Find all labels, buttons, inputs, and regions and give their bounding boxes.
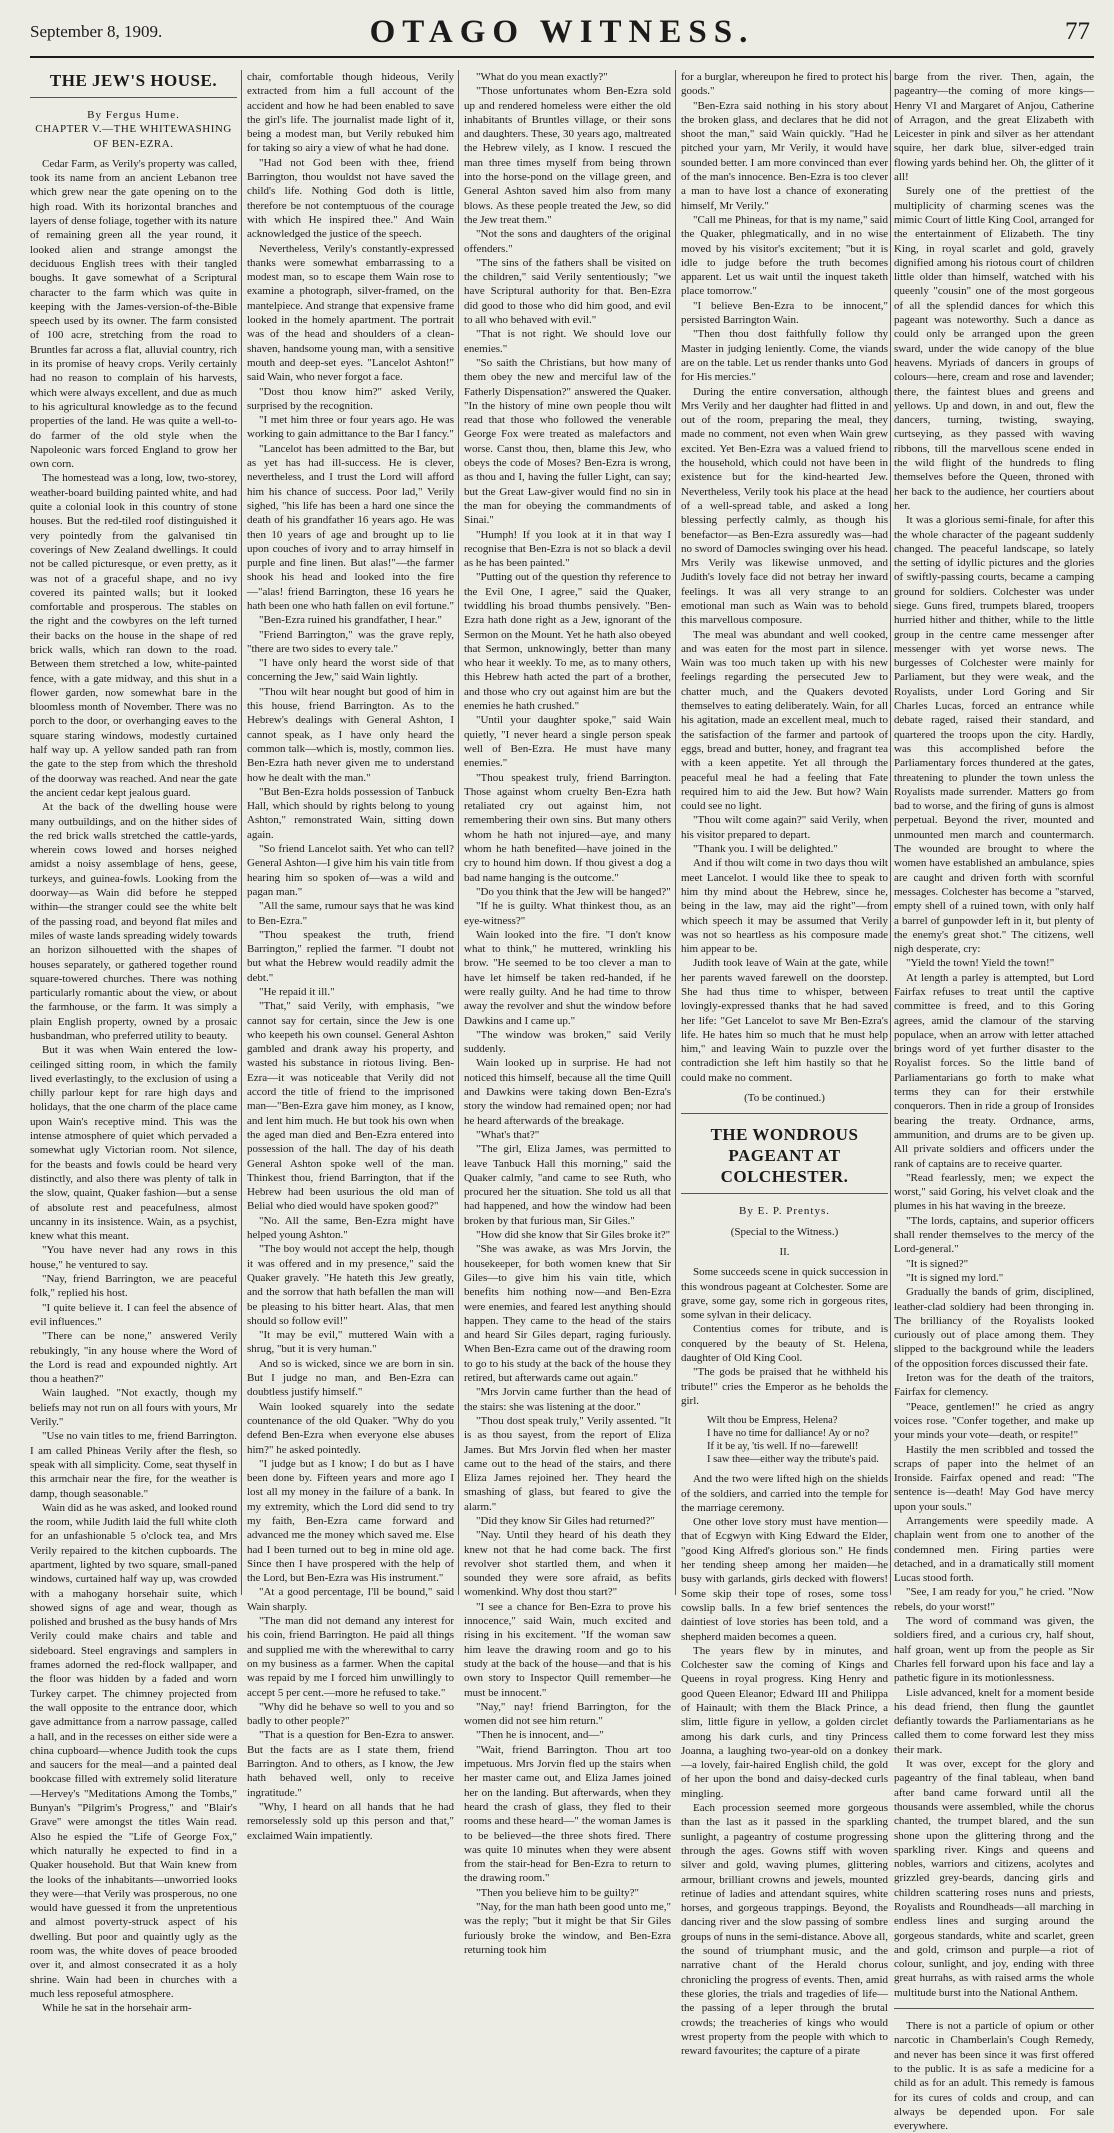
paragraph: "Nay, friend Barrington, we are peaceful folk," replied his host. xyxy=(30,1273,237,1300)
paragraph: chair, comfortable though hideous, Verily extracted from him a full account of the accident and how he had been enabled to save the girl's life. The journalist made light of it, being a modest man, but Verily rebuked him for taking so airy a view of what he had done. xyxy=(247,71,454,155)
paragraph: "That is not right. We should love our enemies." xyxy=(464,328,671,355)
paragraph: "Those unfortunates whom Ben-Ezra sold up and rendered homeless were either the old inhabitants of Bruntles village, or their sons and daughters. These, 30 years ago, maltreated the Hebrew vilely, as I know. I rescued the man three times myself from being thrown into the horse-pond on the village green, and General Ashton saved him also from many blows. As these people treated the Jew, so did the Jew treat them." xyxy=(464,85,671,226)
paragraph: And if thou wilt come in two days thou wilt meet Lancelot. I would like thee to speak to him thy mind about the Hebrew, since he, being in the law, may aid the right"—from which speech it may be assumed that Verily was not so heartless as his composure made him appear to be. xyxy=(681,857,888,956)
paragraph: "The man did not demand any interest for his coin, friend Barrington. He paid all things and supplied me with the wherewithal to carry on my business as a farmer. When the capital was repaid by me I forced him unwillingly to accept 5 per cent.—more he refused to take." xyxy=(247,1615,454,1699)
paragraph: The years flew by in minutes, and Colchester saw the coming of Kings and Queens in royal progress. King Henry and good Queen Eleanor; Edward III and Philippa of Hainault; with them the Black Prince, a slim, little figure in yellow, a golden circlet among his dark curls, and tiny Princess Joanna, a laughing two-year-old on a donkey—a lovely, fair-haired English child, the gold of her upon the bond and daisy-decked curls mingling. xyxy=(681,1644,888,1800)
paragraph: "Putting out of the question thy reference to the Evil One, I agree," said the Quaker, twiddling his broad thumbs pensively. "Ben-Ezra hath done right as a Jew, ignorant of the Sermon on the Mount. Yet he hath also obeyed that Sermon, unknowingly, better than many who hear it weekly. To me, as to many others, this Hebrew hath acted the part of a brother, and those who cry out against him are but the enemies he hath crushed." xyxy=(464,571,671,713)
special-note: (Special to the Witness.) xyxy=(730,1225,839,1238)
paragraph: "Peace, gentlemen!" he cried as angry voices rose. "Confer together, and make up your minds your vote—death, or respite!" xyxy=(894,1400,1094,1442)
paragraph: "How did she know that Sir Giles broke it?" xyxy=(476,1229,671,1242)
paragraph: "All the same, rumour says that he was kind to Ben-Ezra." xyxy=(247,900,454,927)
paragraph: "At a good percentage, I'll be bound," said Wain sharply. xyxy=(247,1586,454,1613)
paragraph: "Mrs Jorvin came further than the head of the stairs: she was listening at the door." xyxy=(464,1386,671,1413)
issue-date: September 8, 1909. xyxy=(30,22,163,41)
paragraph: "Wait, friend Barrington. Thou art too impetuous. Mrs Jorvin fled up the stairs when her master came out, and Eliza James joined her on the landing. But afterwards, when they heard the crash of glass, they fled to their rooms and these heard—" the woman James is to be believed—the three shots fired. There was quite 10 minutes when they were absent from the stair-head for Ben-Ezra to return to the drawing room." xyxy=(464,1743,671,1885)
paragraph: "Thou wilt hear nought but good of him in this house, friend Barrington. As to the Hebrew's dealings with General Ashton, I cannot speak, as I have only heard the common talk—which is, mostly, common lies. Ben-Ezra hath never given me to understand how he dealt with the man." xyxy=(247,685,454,784)
paragraph: "Did they know Sir Giles had returned?" xyxy=(476,1514,655,1527)
paragraph: "Why did he behave so well to you and so badly to other people?" xyxy=(247,1700,454,1728)
column-2 xyxy=(247,70,455,1842)
paragraph: "Ben-Ezra said nothing in his story about the broken glass, and declares that he did not shoot the man," said Wain quickly. "Had he pitched your yarn, Mr Verily, it would have sounded better. I am more convinced than ever of the man's innocence. Ben-Ezra is too clever a man to have lost a chance of exonerating himself, Mr Verily." xyxy=(681,99,888,212)
paragraph: At length a parley is attempted, but Lord Fairfax refuses to treat until the captive committee is freed, and to this Goring agrees, amid the clamour of the starving populace, when an arrow with letter attached brings word of yet further disaster to the Royalist forces. So the little band of Parliamentarians go forth to make what terms they can for their erstwhile conquerors. Then in ride a group of Ironsides bearing the treaty. Ordnance, arms, ammunition, and drums are to be given up. All private soldiers and officers under the rank of captains are to receive quarter. xyxy=(894,971,1094,1170)
paragraph: Gradually the bands of grim, disciplined, leather-clad soldiery had been thronging in. The brilliancy of the Royalists looked curiously out of place among them. They slipped to the background while the leaders of the opposition forces discussed their fate. xyxy=(894,1286,1094,1370)
paragraph: "I have only heard the worst side of that concerning the Jew," said Wain lightly. xyxy=(247,657,454,684)
paragraph: It was a glorious semi-finale, for after this the whole character of the pageant suddenly changed. The peaceful landscape, so lately the setting of idyllic pictures and the glories of swiftly-passing courts, became a camping ground for soldiers. Colchester was under siege. Guns fired, trumpets blared, troopers hurried hither and thither, while to the little group in the centre came messenger after messenger with yet worse news. The burgesses of Colchester were mainly for Parliament, but they were weak, and the Royalists, under Lord Goring and Sir Charles Lucas, forced an entrance while debate raged, raised their standard, and quartered the troops upon the city. Hardly, was this accomplished before the Parliamentary forces thundered at the gates, threatening to plunder the town unless the Royalists made surrender. Matters go from bad to worse, and the firing of guns is almost perpetual. Beyond the river, mounted and unmounted men march and countermarch. The wounded are brought to where the women have established an ambulance, spies are caught and driven forth with scornful messages. Colchester has become a "starved, empty shell of a ruined town, with only half a barrel of gunpowder left in it, but plenty of the enemy's great shot." The citizens, well nigh desperate, cry: xyxy=(894,514,1094,956)
paragraph: Lisle advanced, knelt for a moment beside his dead friend, then flung the gauntlet defiantly towards the Parliamentarians as he called them to come forward lest they miss their mark. xyxy=(894,1686,1094,1756)
paragraph: "I see a chance for Ben-Ezra to prove his innocence," said Wain, much excited and rising in his excitement. "If the woman saw him leave the drawing room and go to his study at the back of the house—and that is his own story to Inspector Quill remember—he must be innocent." xyxy=(464,1600,671,1699)
paragraph: "Then he is innocent, and—" xyxy=(476,1729,604,1742)
paragraph: "Lancelot has been admitted to the Bar, but as yet has had ill-success. He is clever, nevertheless, and I trust the Lord will afford him his chance of success. Poor lad," Verily sighed, "his life has been a hard one since the death of his grandfather 16 years ago. He was then 10 years of age and brought up to lie upon couches of ivory and to array himself in purple and fine linen. But alas!"—the farmer shook his head and looked into the fire—"alas! friend Barrington, these 16 years he hath been one who hath fallen on evil fortune." xyxy=(247,442,455,612)
paragraph: But it was when Wain entered the low-ceilinged sitting room, in which the family lived everlastingly, to the exclusion of using a chilly parlour kept for rare high days and holidays, that the one charm of the place came upon Wain's receptive mind. This was the intense atmosphere of quiet which pervaded a somewhat ugly Victorian room. Not silence, for the beasts and fowls could be heard very distinctly, and also there was plenty of talk in the slow, quaint, Quaker fashion—but a sense of absolute rest and peacefulness, almost uncanny in its insistence. Wain, as a psychist, knew what this meant. xyxy=(30,1044,237,1243)
paragraph: Wain looked up in surprise. He had not noticed this himself, because all the time Quill and Dawkins were taking down Ben-Ezra's story the window had remained open; nor had he heard afterwards of the breakage. xyxy=(464,1057,671,1127)
paragraph: "Use no vain titles to me, friend Barrington. I am called Phineas Verily after the flesh, so speak with all simplicity. Come, seat thyself in this armchair near the fire, for the weather is damp, though seasonable." xyxy=(30,1430,237,1500)
paragraph: "So friend Lancelot saith. Yet who can tell? General Ashton—I give him his vain title from hearing him so spoken of—was a wild and pagan man." xyxy=(247,843,454,898)
paragraph: Wain looked into the fire. "I don't know what to think," he muttered, wrinkling his brow. "He seemed to be too clever a man to have let himself be taken red-handed, if he were really guilty. And he had time to throw away the revolver and shut the window before Dawkins and I came up." xyxy=(464,928,671,1027)
paragraph: "Ben-Ezra ruined his grandfather, I hear." xyxy=(259,614,442,627)
paragraph: Contentius comes for tribute, and is conquered by the beauty of St. Helena, daughter of Old King Cool. xyxy=(681,1323,888,1365)
paragraph: "So saith the Christians, but how many of them obey the new and merciful law of the Fatherly Dispensation?" answered the Quaker. "In the history of mine own people thou wilt read that those who followed the venerable George Fox were treated as malefactors and worse. Canst thou, then, blame this Jew, who obeys the code of Moses? Ben-Ezra is wrong, as thou and I, having the fuller Light, can say; but the Great Law-giver would find no sin in the man for obeying the commandments of Sinai." xyxy=(464,356,671,527)
paragraph: "Not the sons and daughters of the original offenders." xyxy=(464,228,671,255)
page-number: 77 xyxy=(1065,18,1090,45)
paragraph: "That is a question for Ben-Ezra to answer. But the facts are as I state them, friend Barrington. And to others, as I know, the Jew hath behaved well, only to receive ingratitude." xyxy=(247,1729,454,1799)
paragraph: "Humph! If you look at it in that way I recognise that Ben-Ezra is not so black a devil as he has been painted." xyxy=(464,528,671,570)
paragraph: "Until your daughter spoke," said Wain quietly, "I never heard a single person speak well of Ben-Ezra. He must have many enemies." xyxy=(464,714,671,770)
story-headline: THE JEW'S HOUSE. xyxy=(30,70,237,98)
story-byline: By E. P. Prentys. xyxy=(739,1205,830,1218)
column-3 xyxy=(464,70,671,1956)
advert-divider xyxy=(894,2008,1094,2009)
chapter-heading: CHAPTER V.—THE WHITEWASHING OF BEN-EZRA. xyxy=(35,123,232,150)
paragraph: "Dost thou know him?" asked Verily, surprised by the recognition. xyxy=(247,385,454,412)
paragraph: Hastily the men scribbled and tossed the scraps of paper into the helmet of an Ironside. Fairfax opened and read: "The sentence is—death! May God have mercy upon your souls." xyxy=(894,1443,1094,1513)
column-4 xyxy=(681,70,888,2058)
paragraph: "I quite believe it. I can feel the absence of evil influences." xyxy=(30,1301,237,1328)
column-rule xyxy=(675,70,676,1595)
paragraph: "If he is guilty. What thinkest thou, as an eye-witness?" xyxy=(464,900,671,927)
paragraph: It was over, except for the glory and pageantry of the final tableau, when band after band came forward until all the thousands were assembled, while the chorus chanted, the trumpet blared, and the sun shone upon the glittering throng and the sparkling river. Kings and queens and nobles, warriors and citizens, acolytes and grizzled grey-beards, dancing girls and children scattering roses nuns and priests, Royalists and Roundheads—all marching in endless lines and surging around the gorgeous standards, white and scarlet, green and gold, crimson and purple—a riot of colour, sunlight, and joy, ending with three great hurrahs, as with raised arms the whole multitude burst into the National Anthem. xyxy=(894,1758,1094,1999)
verse-line: I saw thee—either way the tribute's paid. xyxy=(707,1454,879,1466)
paragraph: "It is signed?" xyxy=(906,1257,969,1270)
paragraph: Wain did as he was asked, and looked round the room, while Judith laid the full white cloth for an unfashionable 5 o'clock tea, and Mrs Verily repaired to the kitchen cupboards. The apartment, lighted by two square, small-paned windows, curtained half way up, was crowded with a mahogany horsehair suite, which showed signs of age and wear, though as polished and brushed as the busy hands of Mrs Verily could make chairs and table and sideboard. Steel engravings and samplers in frames adorned the red-flock wallpaper, and the floor was hidden by a faded and worn Turkey carpet. The chimney projected from the wall opposite to the entrance door, which gave admittance from a narrow passage, called a hall, and in the recesses on either side were a china cupboard—whence Judith took the cups and saucers for the meal—and a painted deal bookcase filled with extremely solid literature—Hervey's "Meditations Among the Tombs," Bunyan's "Pilgrim's Progress," and "Blair's Grave" were amongst the titles Wain read. Also he espied the "Life of George Fox," which naturally he expected to find in a Quaker household. But that Wain knew from the looks of the inhabitants—unworried looks they were—that Verily was prosperous, no one would have guessed it from the unpretentious and almost poverty-struck aspect of his dwelling. But poor and quaintly ugly as the room was, the white doves of peace brooded over it, and almost consecrated it as a holy shrine. Wain had been in churches with a much less reposeful atmosphere. xyxy=(30,1501,237,2000)
paragraph: Ireton was for the death of the traitors, Fairfax for clemency. xyxy=(894,1372,1094,1399)
paragraph: Surely one of the prettiest of the multiplicity of charming scenes was the mimic Court of little King Cool, arranged for the entertainment of Elizabeth. The tiny King, in royal scarlet and gold, gravely dignified among his riotous court of children little older than himself, watched with his queenly "cousin" one of the most gorgeous of all the splendid dances for which this pageant was noteworthy. Such a dance as could only be arranged upon the green sward, under the wide canopy of the blue heavens. Myriads of dancers in groups of colours—here, cream and rose and lavender; there, the faintest blues and greens and yellows. Up and down, in and out, flew the dancers, turning, twisting, swaying, curtseying, as they passed with waving ribbons, till the marvellous scene ended in the wild flight of the hundreds to fling themselves before the Queen, throned with her back to the audience, her courtiers about her. xyxy=(894,185,1094,512)
paragraph: During the entire conversation, although Mrs Verily and her daughter had flitted in and out of the room, preparing the meal, they made no comment, not even when Wain grew excited. Yet Ben-Ezra was a valued friend to the household, which could not have been in existence but for the kind-hearted Jew. Nevertheless, Verily took his place at the head of a well-spread table, and asked a long blessing perfectly calmly, as though his benefactor—as Ben-Ezra assuredly was—had no sword of Damocles swinging over his head. Mrs Verily was likewise unmoved, and Judith's lovely face did not betray her inward feelings. It was all very strange to an emotional man such as Wain was to behold this marvellous composure. xyxy=(681,385,888,627)
story-byline: By Fergus Hume. xyxy=(87,109,180,121)
paragraph: "It may be evil," muttered Wain with a shrug, "but it is very human." xyxy=(247,1329,454,1356)
paragraph: "See, I am ready for you," he cried. "Now rebels, do your worst!" xyxy=(894,1586,1094,1613)
paragraph: Judith took leave of Wain at the gate, while her parents waved farewell on the doorstep. She had thus time to whisper, between lovingly-expressed thanks that he had saved her life: "Get Lancelot to save Mr Ben-Ezra's life. He hates him so much that he must help him," and leaving Wain to puzzle over the contradiction she left him hastily so that he could make no comment. xyxy=(681,957,888,1084)
paragraph: And so is wicked, since we are born in sin. But I judge no man, and Ben-Ezra can doubtless justify himself." xyxy=(247,1357,454,1399)
paragraph: "She was awake, as was Mrs Jorvin, the housekeeper, for both women knew that Sir Giles—to give him his vain title, which benefits him nothing now—and Ben-Ezra were enemies, and feared lest anything should happen. They came to the head of the stairs and heard Sir Giles depart, raging furiously. When Ben-Ezra came out of the drawing room to go to his study at the back of the house they retired, but afterwards came out again." xyxy=(464,1243,671,1385)
paragraph: "I judge but as I know; I do but as I have been done by. Fifteen years and more ago I lost all my money in the failure of a bank. In my extremity, which the Lord did send to try my faith, Ben-Ezra came forward and advanced me the money which saved me. Else had I been turned out to beg in mine old age. Since then I have prospered with the help of the Lord, but Ben-Ezra was His instrument." xyxy=(247,1457,454,1585)
continued-note: (To be continued.) xyxy=(744,1092,825,1105)
paragraph: "What's that?" xyxy=(476,1128,540,1141)
paragraph: "Then thou dost faithfully follow thy Master in judging leniently. Come, the viands are on the table. Let us render thanks unto God for His mercies." xyxy=(681,328,888,384)
paragraph: Some succeeds scene in quick succession in this wondrous pageant at Colchester. Some are grave, some gay, some rich in gorgeous rites, some sylvan in their delicacy. xyxy=(681,1266,888,1322)
paragraph: "No. All the same, Ben-Ezra might have helped young Ashton." xyxy=(247,1214,454,1242)
verse-line: I have no time for dalliance! Ay or no? xyxy=(707,1428,870,1440)
story-headline: THE WONDROUS PAGEANT AT COLCHESTER. xyxy=(681,1124,888,1194)
column-rule xyxy=(241,70,242,1595)
paragraph: "Why, I heard on all hands that he had remorselessly sold up this person and that," exclaimed Wain impatiently. xyxy=(247,1800,454,1842)
story-divider xyxy=(681,1113,888,1114)
paragraph: "Thou dost speak truly," Verily assented. "It is as thou sayest, from the report of Eliza James. But Mrs Jorvin fled when her master came out to the head of the stairs, and there Eliza James rejoined her. They heard the smashing of glass, but feared to give the alarm." xyxy=(464,1414,671,1513)
paragraph: "The girl, Eliza James, was permitted to leave Tanbuck Hall this morning," said the Quaker calmly, "and came to see Ruth, who procured her the situation. She told us all that had happened, and how the window had been broken by that furious man, Sir Giles." xyxy=(464,1143,671,1227)
paragraph: "Do you think that the Jew will be hanged?" xyxy=(476,885,671,898)
paragraph: "The gods be praised that he withheld his tribute!" cries the Emperor as he beholds the girl. xyxy=(681,1366,888,1407)
paragraph: While he sat in the horsehair arm- xyxy=(42,2002,192,2015)
paragraph: Wain laughed. "Not exactly, though my beliefs may not run on all fours with yours, Mr Verily." xyxy=(30,1387,237,1429)
paragraph: "You have never had any rows in this house," he ventured to say. xyxy=(30,1244,237,1271)
paragraph: "Friend Barrington," was the grave reply, "there are two sides to every tale." xyxy=(247,628,454,655)
paragraph: Each procession seemed more gorgeous than the last as it passed in the sparkling sunlight, a pageantry of costume progressing through the ages. Gowns stiff with woven silver and gold, waving plumes, glittering armour, brilliant crowns and jewels, mounted retinue of ladies and attendant squires, white horses, and gorgeous trappings. Beyond, the dancing river and the slow passing of sombre groups of nuns in the semi-distance. Above all, the sound of triumphant music, and the narrative chant of the Herald chorus chronicling the progress of events. Then, amid these glories, the trials and tragedies of life—the passing of a leper through the brutal crowds; the treacheries of kings who would wrest property from the people with which to reward favourites; the capture of a pirate xyxy=(681,1802,888,2058)
column-1 xyxy=(30,70,237,2015)
paragraph: "Nay. Until they heard of his death they knew not that he had come back. The first revolver shot startled them, and when it sounded they were sore afraid, as befits womenkind. Why dost thou start?" xyxy=(464,1529,671,1599)
paragraph: "Thou wilt come again?" said Verily, when his visitor prepared to depart. xyxy=(681,814,888,841)
section-number: II. xyxy=(779,1245,790,1258)
paragraph: "Nay," nay! friend Barrington, for the women did not see him return." xyxy=(464,1700,671,1728)
paragraph: "The sins of the fathers shall be visited on the children," said Verily sententiously; "we have Scriptural authority for that. Ben-Ezra did good to those who did him good, and evil to all who behaved with evil." xyxy=(464,256,671,327)
paragraph: "I believe Ben-Ezra to be innocent," persisted Barrington Wain. xyxy=(681,299,888,327)
paragraph: Cedar Farm, as Verily's property was called, took its name from an ancient Lebanon tree which grew near the gate opening on to the high road. With its horizontal branches and layers of dense foliage, together with its nature of remaining green all the year round, it looked alien and strange amongst the deciduous English trees with their tangled boughs. It gave somewhat of a Scriptural character to the farm which was quite in keeping with the James-version-of-the-Bible speech used by its owner. The farm consisted of 100 acre, stretching from the road to Bruntles far across a flat, alluvial country, rich in its promise of heavy crops. Verily certainly had no reason to complain of his harvests, which were always excellent, and due as much to his agricultural knowledge as to the fecund properties of the land. He was quite a well-to-do farmer of the old style when the Napoleonic wars forced England to grow her own corn. xyxy=(30,157,237,471)
paragraph: "Yield the town! Yield the town!" xyxy=(906,957,1055,970)
paragraph: "It is signed my lord." xyxy=(906,1271,1004,1284)
paragraph: "The window was broken," said Verily suddenly. xyxy=(464,1028,671,1056)
paragraph: At the back of the dwelling house were many outbuildings, and on the hither sides of the red brick walls stretched the cattle-yards, wherein cows lowed and horses neighed amidst a noisy assemblage of hens, geese, turkeys, and guinea-fowls. Looking from the doorway—as Wain did before he stepped within—the stranger could see the white belt of the passing road, and beyond flat miles and miles of waste lands spreading widely towards an horizon silhouetted with the shapes of houses separately, or gathered together round square-towered churches. There was nothing particularly romantic about the view, or about the farmhouse, or the farm. It was simply a plain English property, owned by a prosaic husbandman, who preferred utility to beauty. xyxy=(30,801,237,1042)
paragraph: "There can be none," answered Verily rebukingly, "in any house where the Word of the Lord is read and expounded nightly. Art thou a heathen?" xyxy=(30,1330,237,1386)
paragraph: Arrangements were speedily made. A chaplain went from one to another of the condemned men. Firing parties were detached, and in a dramatically still moment Lucas stood forth. xyxy=(894,1514,1094,1585)
paragraph: And the two were lifted high on the shields of the soldiers, and carried into the temple for the marriage ceremony. xyxy=(681,1473,888,1514)
masthead xyxy=(30,12,1094,58)
paragraph: "What do you mean exactly?" xyxy=(476,71,608,83)
paragraph: One other love story must have mention—that of Ecgwyn with King Edward the Elder, "good King Alfred's glorious son." He finds her tending sheep among her maiden—he busy with garlands, girls decked with flowers! Some skip their tope of roses, some toss cowslip balls. In a few brief sentences the daintiest of love stories has been told, and a shepherd maiden becomes a queen. xyxy=(681,1516,888,1643)
paragraph: "That," said Verily, with emphasis, "we cannot say for certain, since the Jew is one who keepeth his own counsel. General Ashton gambled and drank away his property, and wasted his substance in riotous living. Ben-Ezra—it was noticeable that Verily did not accord the title of friend to the imprisoned man—"Ben-Ezra gave him money, as I know, and lent him much. He but took his own when the aged man died and Ben-Ezra entered into possession of the hall. The day of his death General Ashton spoke well of the man. Thinkest thou, friend Barrington, that if the Hebrew had been usurious the old man of Belial who died would have spoken good?" xyxy=(247,1000,454,1213)
paragraph: "He repaid it ill." xyxy=(259,986,335,998)
paragraph: The homestead was a long, low, two-storey, weather-board building painted white, and had quite a colonial look in this country of stone houses. But the red-tiled roof distinguished it very pointedly from the galvanised tin coverings of New Zealand dwellings. It could not be called picturesque, or even pretty, as it was not of a graceful shape, and no ivy covered its painted walls; but it looked comfortable and prosperous. The stables on the right and the cowbyres on the left turned their backs on the house in the shape of red brick walls, which ran down to the road. Between them stretched a low, white-painted fence, with a gate midway, and this shut in a flower garden, now somewhat bare in the bloomless month of November. There was no porch to the door, or overhanging eaves to the square staring windows, modestly curtained half way up. A yellow sanded path ran from the gate to the step from which the threshold of the doorway was reached. And near the gate the ancient cedar kept jealous guard. xyxy=(30,472,237,799)
verse-line: If it be ay, 'tis well. If no—farewell! xyxy=(707,1441,859,1453)
advertisement: There is not a particle of opium or other narcotic in Chamberlain's Cough Remedy, and never has been since it was first offered to the public. It is as safe a medicine for a child as for an adult. This remedy is famous for its cures of colds and croup, and can always be depended upon. For sale everywhere. xyxy=(894,2020,1094,2133)
paragraph: "Thou speakest truly, friend Barrington. Those against whom cruelty Ben-Ezra hath retaliated cry out against him, not remembering their own sins. But many others whom he hath not injured—aye, and many whom he hath benefited—have joined in the cry to hound him down. If thou givest a dog a bad name hanging is the outcome." xyxy=(464,771,671,884)
paragraph: "I met him three or four years ago. He was working to gain admittance to the Bar I fancy." xyxy=(247,414,454,441)
paragraph: "Then you believe him to be guilty?" xyxy=(476,1886,639,1899)
paragraph: "But Ben-Ezra holds possession of Tanbuck Hall, which should by rights belong to young Ashton," remonstrated Wain, sitting down again. xyxy=(247,785,454,841)
paragraph: "Call me Phineas, for that is my name," said the Quaker, phlegmatically, and in no wise moved by his visitor's excitement; "but it is idle to judge before the truth becomes apparent. Let us wait until the inquest taketh place tomorrow." xyxy=(681,213,888,298)
paragraph: "Had not God been with thee, friend Barrington, thou wouldst not have saved the child's life. Nothing God doth is little, therefore be not contemptuous of the courage with which He inspired thee." And Wain acknowledged the justice of the speech. xyxy=(247,156,454,241)
paragraph: Wain looked squarely into the sedate countenance of the old Quaker. "Why do you defend Ben-Ezra when everyone else abuses him?" he asked pointedly. xyxy=(247,1400,454,1456)
column-rule xyxy=(890,70,891,1595)
paragraph: for a burglar, whereupon he fired to protect his goods." xyxy=(681,71,888,98)
paragraph: barge from the river. Then, again, the pageantry—the coming of more kings—Henry VI and Margaret of Anjou, Catherine of Arragon, and the great Elizabeth with Leicester in pink and silver as her attendant squire, her dark blue, silver-edged train flowing yards behind her. Oh, the glitter of it all! xyxy=(894,71,1094,184)
column-rule xyxy=(458,70,459,1595)
paragraph: Nevertheless, Verily's constantly-expressed thanks were somewhat embarrassing to a modest man, so to escape them Wain rose to examine a photograph, silver-framed, on the mantelpiece. And strange that expensive frame looked in the homely apartment. The portrait was of the head and shoulders of a clean-shaven, handsome young man, with a sensitive mouth and deep-set eyes. "Lancelot Ashton!" said Wain, who never forgot a face. xyxy=(247,242,454,384)
paragraph: "Thou speakest the truth, friend Barrington," replied the farmer. "I doubt not but what the Hebrew would readily admit the debt." xyxy=(247,928,454,984)
paragraph: "The lords, captains, and superior officers shall render themselves to the mercy of the Lord-general." xyxy=(894,1214,1094,1256)
paragraph: The word of command was given, the soldiers fired, and a curious cry, half shout, half groan, went up from the people as Sir Charles fell forward upon his face and lay a pathetic figure in its motionlessness. xyxy=(894,1615,1094,1685)
verse-line: Wilt thou be Empress, Helena? xyxy=(707,1415,838,1427)
column-5 xyxy=(894,70,1094,2133)
paragraph: "Read fearlessly, men; we expect the worst," said Goring, his velvet cloak and the plumes in his hat waving in the breeze. xyxy=(894,1171,1094,1213)
paragraph: "Thank you. I will be delighted." xyxy=(693,843,838,856)
paragraph: "Nay, for the man hath been good unto me," was the reply; "but it might be that Sir Giles furiously broke the window, and Ben-Ezra returning took him xyxy=(464,1901,671,1956)
newspaper-title: OTAGO WITNESS. xyxy=(369,14,755,50)
paragraph: "The boy would not accept the help, though it was offered and in my presence," said the Quaker gravely. "He hateth this Jew greatly, and the sorrow that hath befallen the man will be pleasing to his bitter heart. Alas, that men should so follow evil!" xyxy=(247,1243,454,1327)
paragraph: The meal was abundant and well cooked, and was eaten for the most part in silence. Wain was too much taken up with his new feelings regarding the persecuted Jew to chatter much, and the Quakers devoted themselves to eating deliberately. Wain, for all his agitation, made an excellent meal, much to the satisfaction of the farmer and partook of eggs, bread and butter, honey, and fragrant tea with a keen appetite. Yet all through the peaceful meal he had a feeling that Fate required him to aid the Jew. But how? Wain could see no light. xyxy=(681,628,888,813)
